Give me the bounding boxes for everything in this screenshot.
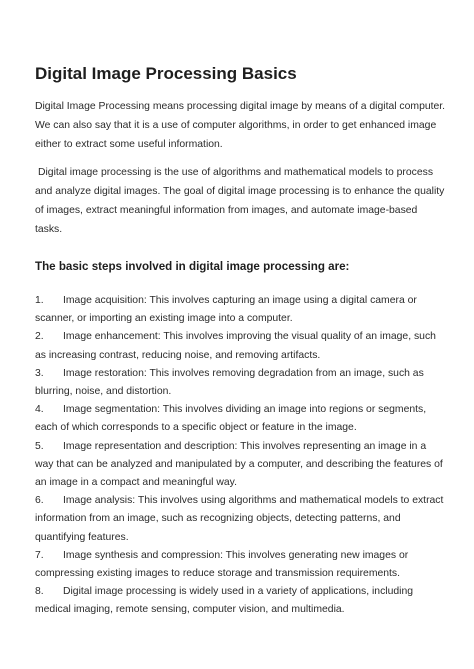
list-item-text: Image segmentation: This involves dividing an image into regions or segments, each of which corresponds to a specific object or feature in the image. xyxy=(35,404,427,434)
list-item-number: 6. xyxy=(35,495,44,507)
list-item-text: Image restoration: This involves removing degradation from an image, such as blurring, noise, and distortion. xyxy=(35,367,424,398)
list-item-number: 1. xyxy=(35,295,44,306)
definition-paragraph: Digital image processing is the use of algorithms and mathematical models to process and analyze digital images. The goal of digital image processing is to enhance the quality of images, extract meaningful information from images, and automate image-based tasks. xyxy=(35,167,445,235)
list-item-text: Image representation and description: This involves representing an image in a way that can be analyzed and manipulated by a computer, and describing the features of an image in a compact and meaningful way. xyxy=(35,440,443,489)
list-item-text: Image enhancement: This involves improving the visual quality of an image, such as increasing contrast, reducing noise, and removing artifacts. xyxy=(35,331,436,361)
list-item xyxy=(35,365,446,401)
steps-heading: The basic steps involved in digital image processing are: xyxy=(35,260,350,273)
list-item xyxy=(35,292,446,328)
list-item-number: 8. xyxy=(35,586,44,598)
list-item-number: 2. xyxy=(35,331,44,343)
list-item-text: Digital image processing is widely used in a variety of applications, including medical imaging, remote sensing, computer vision, and multimedia. xyxy=(35,586,413,616)
list-item xyxy=(35,492,446,547)
list-item xyxy=(35,438,446,493)
list-item-number: 5. xyxy=(35,440,44,452)
list-item xyxy=(35,583,446,619)
intro-paragraph: Digital Image Processing means processing digital image by means of a digital computer. We can also say that it is a use of computer algorithms, in order to get enhanced image either to extract some useful information. xyxy=(35,101,446,150)
list-item-text: Image synthesis and compression: This involves generating new images or compressing existing images to reduce storage and transmission requirements. xyxy=(35,549,409,580)
steps-list xyxy=(35,292,446,620)
list-item-text: Image analysis: This involves using algorithms and mathematical models to extract information from an image, such as recognizing objects, detecting patterns, and quantifying features. xyxy=(35,495,444,543)
list-item-number: 3. xyxy=(35,367,44,379)
list-item-text: Image acquisition: This involves capturing an image using a digital camera or scanner, or importing an existing image into a computer. xyxy=(35,295,417,325)
list-item-number: 4. xyxy=(35,404,44,416)
list-item-number: 7. xyxy=(35,549,44,561)
document-title: Digital Image Processing Basics xyxy=(35,64,297,83)
list-item xyxy=(35,328,446,364)
list-item xyxy=(35,547,446,583)
list-item xyxy=(35,401,446,437)
